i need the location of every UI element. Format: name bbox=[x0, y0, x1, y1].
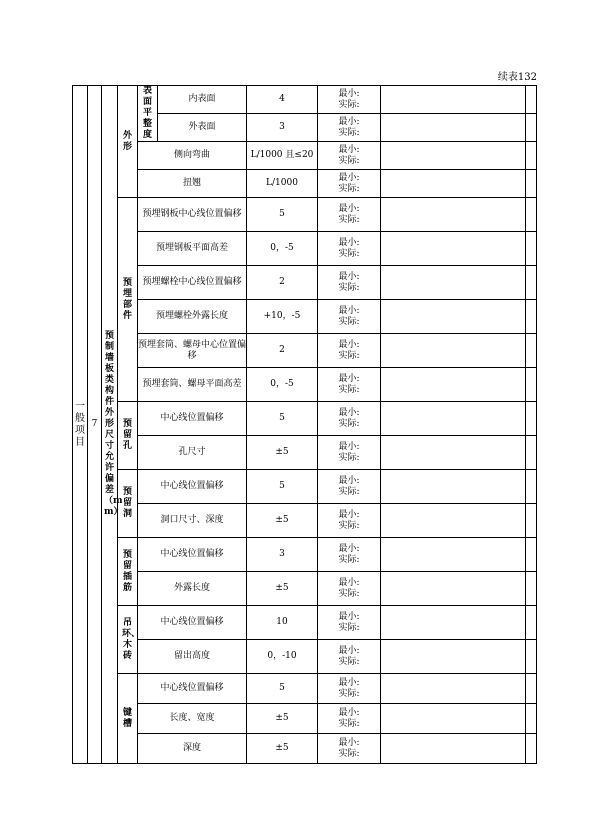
tolerance-cell: 5 bbox=[247, 402, 318, 436]
tolerance-cell: L/1000 bbox=[247, 170, 318, 198]
result-actual-label: 实际: bbox=[338, 183, 360, 194]
end-cell bbox=[526, 640, 537, 674]
result-cell bbox=[318, 86, 381, 114]
remark-cell bbox=[381, 368, 526, 402]
result-actual-label: 实际: bbox=[338, 350, 360, 361]
group-cell-reserved-rebar bbox=[118, 538, 138, 606]
result-cell bbox=[318, 402, 381, 436]
remark-cell bbox=[381, 640, 526, 674]
tolerance-cell: 10 bbox=[247, 606, 318, 640]
end-cell bbox=[526, 114, 537, 142]
result-cell bbox=[318, 300, 381, 334]
end-cell bbox=[526, 198, 537, 232]
result-actual-label: 实际: bbox=[338, 282, 360, 293]
item-cell: 中心线位置偏移 bbox=[138, 402, 247, 436]
end-cell bbox=[526, 538, 537, 572]
tolerance-cell: 3 bbox=[247, 114, 318, 142]
tolerance-cell: 5 bbox=[247, 674, 318, 704]
tolerance-cell: 0，-10 bbox=[247, 640, 318, 674]
remark-cell bbox=[381, 572, 526, 606]
tolerance-cell: 5 bbox=[247, 470, 318, 504]
item-cell: 外表面 bbox=[158, 114, 247, 142]
result-min-label: 最小: bbox=[338, 407, 360, 418]
result-min-label: 最小: bbox=[338, 88, 360, 99]
result-cell bbox=[318, 232, 381, 266]
result-actual-label: 实际: bbox=[338, 155, 360, 166]
category-cell bbox=[73, 86, 88, 764]
remark-cell bbox=[381, 402, 526, 436]
result-cell bbox=[318, 198, 381, 232]
result-actual-label: 实际: bbox=[338, 688, 360, 699]
tolerance-cell: ±5 bbox=[247, 436, 318, 470]
remark-cell bbox=[381, 300, 526, 334]
result-min-label: 最小: bbox=[338, 645, 360, 656]
end-cell bbox=[526, 674, 537, 704]
result-actual-label: 实际: bbox=[338, 520, 360, 531]
remark-cell bbox=[381, 198, 526, 232]
tolerance-cell: 2 bbox=[247, 334, 318, 368]
result-min-label: 最小: bbox=[338, 707, 360, 718]
result-cell bbox=[318, 170, 381, 198]
result-cell bbox=[318, 334, 381, 368]
item-cell: 孔尺寸 bbox=[138, 436, 247, 470]
result-actual-label: 实际: bbox=[338, 718, 360, 729]
item-cell: 预埋钢板中心线位置偏移 bbox=[138, 198, 247, 232]
number-cell bbox=[88, 86, 102, 764]
group-cell-reserved-hole bbox=[118, 402, 138, 470]
group-cell-shape bbox=[118, 86, 138, 198]
item-cell: 扭翘 bbox=[138, 170, 247, 198]
tolerance-cell: 4 bbox=[247, 86, 318, 114]
result-actual-label: 实际: bbox=[338, 656, 360, 667]
result-cell bbox=[318, 114, 381, 142]
result-actual-label: 实际: bbox=[338, 748, 360, 759]
remark-cell bbox=[381, 232, 526, 266]
result-min-label: 最小: bbox=[338, 737, 360, 748]
item-cell: 预埋螺栓外露长度 bbox=[138, 300, 247, 334]
result-actual-label: 实际: bbox=[338, 622, 360, 633]
result-actual-label: 实际: bbox=[338, 127, 360, 138]
result-cell bbox=[318, 640, 381, 674]
end-cell bbox=[526, 334, 537, 368]
result-cell bbox=[318, 266, 381, 300]
remark-cell bbox=[381, 334, 526, 368]
item-cell: 中心线位置偏移 bbox=[138, 470, 247, 504]
result-min-label: 最小: bbox=[338, 611, 360, 622]
item-cell: 洞口尺寸、深度 bbox=[138, 504, 247, 538]
result-min-label: 最小: bbox=[338, 116, 360, 127]
result-actual-label: 实际: bbox=[338, 316, 360, 327]
result-min-label: 最小: bbox=[338, 144, 360, 155]
end-cell bbox=[526, 232, 537, 266]
tolerance-cell: ±5 bbox=[247, 504, 318, 538]
end-cell bbox=[526, 470, 537, 504]
end-cell bbox=[526, 606, 537, 640]
end-cell bbox=[526, 572, 537, 606]
item-cell: 中心线位置偏移 bbox=[138, 538, 247, 572]
remark-cell bbox=[381, 704, 526, 734]
remark-cell bbox=[381, 266, 526, 300]
tolerance-cell: +10，-5 bbox=[247, 300, 318, 334]
remark-cell bbox=[381, 170, 526, 198]
item-cell: 预埋套筒、螺母平面高差 bbox=[138, 368, 247, 402]
end-cell bbox=[526, 436, 537, 470]
result-min-label: 最小: bbox=[338, 339, 360, 350]
end-cell bbox=[526, 142, 537, 170]
tolerance-cell: ±5 bbox=[247, 704, 318, 734]
result-cell bbox=[318, 504, 381, 538]
group-cell-keyway bbox=[118, 674, 138, 764]
result-min-label: 最小: bbox=[338, 543, 360, 554]
result-actual-label: 实际: bbox=[338, 99, 360, 110]
result-min-label: 最小: bbox=[338, 237, 360, 248]
result-actual-label: 实际: bbox=[338, 248, 360, 259]
tolerance-cell: L/1000 且≤20 bbox=[247, 142, 318, 170]
result-actual-label: 实际: bbox=[338, 452, 360, 463]
remark-cell bbox=[381, 734, 526, 764]
item-cell: 侧向弯曲 bbox=[138, 142, 247, 170]
tolerance-cell: 0，-5 bbox=[247, 232, 318, 266]
item-cell: 中心线位置偏移 bbox=[138, 674, 247, 704]
end-cell bbox=[526, 704, 537, 734]
tolerance-cell: 3 bbox=[247, 538, 318, 572]
result-actual-label: 实际: bbox=[338, 486, 360, 497]
item-cell: 深度 bbox=[138, 734, 247, 764]
remark-cell bbox=[381, 504, 526, 538]
result-cell bbox=[318, 572, 381, 606]
item-cell: 内表面 bbox=[158, 86, 247, 114]
result-actual-label: 实际: bbox=[338, 588, 360, 599]
subgroup-cell-flatness bbox=[138, 86, 158, 142]
result-actual-label: 实际: bbox=[338, 418, 360, 429]
tolerance-cell: 0，-5 bbox=[247, 368, 318, 402]
remark-cell bbox=[381, 436, 526, 470]
group-label-reserved-hole: 预留孔 bbox=[122, 419, 132, 451]
result-min-label: 最小: bbox=[338, 203, 360, 214]
result-min-label: 最小: bbox=[338, 577, 360, 588]
item-cell: 预埋钢板平面高差 bbox=[138, 232, 247, 266]
result-cell bbox=[318, 734, 381, 764]
subgroup-label-flatness: 表面平整度 bbox=[142, 86, 152, 140]
result-min-label: 最小: bbox=[338, 475, 360, 486]
group-label-reserved-opening: 预留洞 bbox=[122, 487, 132, 519]
end-cell bbox=[526, 300, 537, 334]
item-cell: 留出高度 bbox=[138, 640, 247, 674]
end-cell bbox=[526, 734, 537, 764]
result-min-label: 最小: bbox=[338, 677, 360, 688]
remark-cell bbox=[381, 538, 526, 572]
remark-cell bbox=[381, 86, 526, 114]
group-label-keyway: 键槽 bbox=[122, 707, 132, 729]
result-cell bbox=[318, 704, 381, 734]
tolerance-cell: ±5 bbox=[247, 572, 318, 606]
end-cell bbox=[526, 402, 537, 436]
item-cell: 中心线位置偏移 bbox=[138, 606, 247, 640]
end-cell bbox=[526, 86, 537, 114]
remark-cell bbox=[381, 470, 526, 504]
end-cell bbox=[526, 504, 537, 538]
result-cell bbox=[318, 470, 381, 504]
end-cell bbox=[526, 368, 537, 402]
result-cell bbox=[318, 674, 381, 704]
end-cell bbox=[526, 266, 537, 300]
remark-cell bbox=[381, 142, 526, 170]
item-cell: 外露长度 bbox=[138, 572, 247, 606]
result-actual-label: 实际: bbox=[338, 214, 360, 225]
group-label-reserved-rebar: 预留插筋 bbox=[122, 549, 132, 593]
group-label-lifting-ring: 吊环、木砖 bbox=[122, 617, 141, 661]
result-min-label: 最小: bbox=[338, 172, 360, 183]
group-cell-lifting-ring bbox=[118, 606, 141, 674]
result-cell bbox=[318, 368, 381, 402]
result-cell bbox=[318, 606, 381, 640]
tolerance-cell: 2 bbox=[247, 266, 318, 300]
result-cell bbox=[318, 142, 381, 170]
item-number: 7 bbox=[91, 419, 98, 429]
remark-cell bbox=[381, 674, 526, 704]
item-cell: 预埋套筒、螺母中心位置偏移 bbox=[138, 334, 247, 368]
tolerance-cell: ±5 bbox=[247, 734, 318, 764]
result-cell bbox=[318, 538, 381, 572]
group-cell-embedded bbox=[118, 198, 138, 402]
item-cell: 长度、宽度 bbox=[138, 704, 247, 734]
remark-cell bbox=[381, 606, 526, 640]
end-cell bbox=[526, 170, 537, 198]
result-min-label: 最小: bbox=[338, 305, 360, 316]
remark-cell bbox=[381, 114, 526, 142]
result-cell bbox=[318, 436, 381, 470]
result-min-label: 最小: bbox=[338, 509, 360, 520]
result-actual-label: 实际: bbox=[338, 554, 360, 565]
category-label: 一般项目 bbox=[75, 400, 85, 448]
inspection-table bbox=[72, 85, 537, 764]
result-min-label: 最小: bbox=[338, 441, 360, 452]
main-item-cell bbox=[102, 86, 123, 764]
result-actual-label: 实际: bbox=[338, 384, 360, 395]
result-min-label: 最小: bbox=[338, 373, 360, 384]
result-min-label: 最小: bbox=[338, 271, 360, 282]
tolerance-cell: 5 bbox=[247, 198, 318, 232]
group-label-shape: 外形 bbox=[122, 130, 132, 152]
continuation-label: 续表132 bbox=[497, 72, 537, 83]
main-item-label: 预制墙板类构件外形尺寸允许偏差（mm） bbox=[104, 331, 123, 517]
item-cell: 预埋螺栓中心线位置偏移 bbox=[138, 266, 247, 300]
group-label-embedded: 预埋部件 bbox=[122, 277, 132, 321]
